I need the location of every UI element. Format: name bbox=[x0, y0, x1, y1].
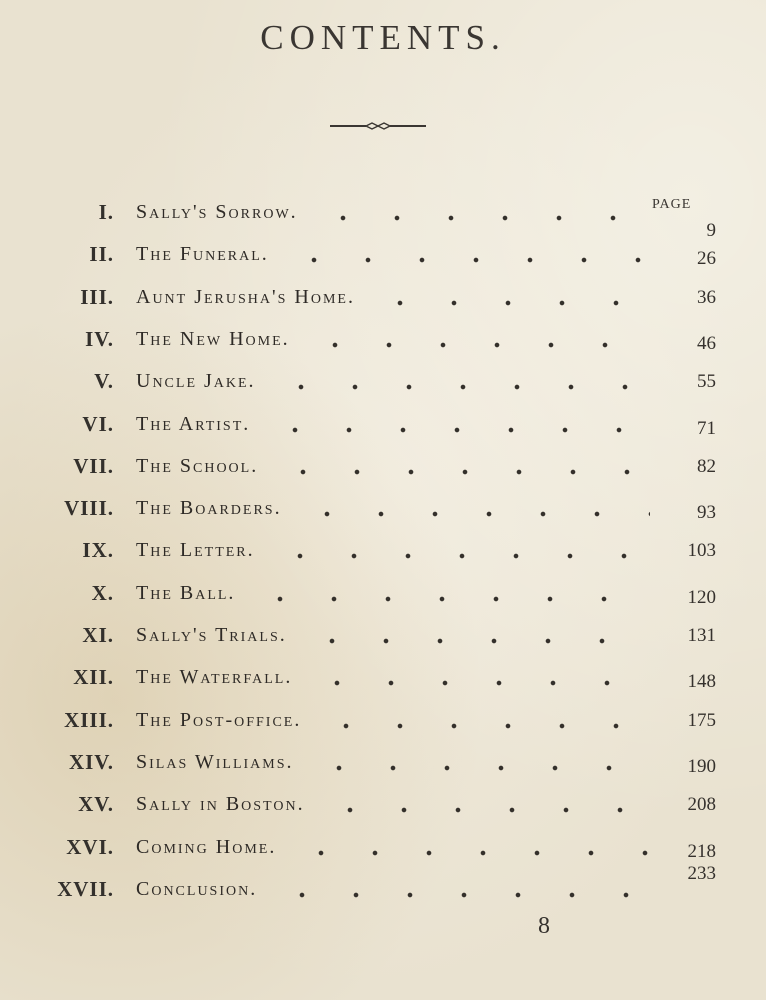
chapter-title: The Ball. bbox=[136, 581, 236, 604]
chapter-number: XVII. bbox=[57, 876, 114, 901]
toc-entry bbox=[0, 327, 766, 367]
chapter-number: VI. bbox=[82, 411, 114, 436]
dot-leader bbox=[273, 553, 650, 559]
dot-leader bbox=[287, 257, 650, 263]
chapter-title: The Funeral. bbox=[136, 243, 269, 266]
chapter-title: The Waterfall. bbox=[136, 666, 293, 689]
toc-entry bbox=[0, 623, 766, 663]
dot-leader bbox=[308, 342, 650, 348]
page-number: 82 bbox=[697, 455, 716, 477]
toc-entry bbox=[0, 665, 766, 705]
chapter-title: The Boarders. bbox=[136, 497, 282, 520]
chapter-title: Sally's Sorrow. bbox=[136, 201, 298, 223]
toc-entry bbox=[0, 496, 766, 536]
toc-entry bbox=[0, 412, 766, 452]
page-number: 175 bbox=[687, 709, 716, 731]
chapter-title: The Letter. bbox=[136, 539, 255, 562]
chapter-number: VII. bbox=[73, 453, 114, 478]
chapter-number: VIII. bbox=[64, 496, 114, 521]
dot-leader bbox=[373, 300, 650, 306]
chapter-number: XI. bbox=[82, 623, 114, 647]
chapter-number: XIII. bbox=[64, 707, 114, 732]
chapter-title: Coming Home. bbox=[136, 835, 277, 858]
page-number: 26 bbox=[697, 248, 716, 270]
folio-page-number: 8 bbox=[538, 913, 550, 939]
page-number: 103 bbox=[687, 540, 716, 562]
dot-leader bbox=[312, 765, 650, 771]
toc-entry bbox=[0, 369, 766, 409]
page-number: 131 bbox=[687, 625, 716, 646]
chapter-title: Conclusion. bbox=[136, 877, 258, 900]
dot-leader bbox=[276, 469, 650, 475]
page-column-label: PAGE bbox=[652, 197, 692, 212]
chapter-number: V. bbox=[94, 369, 114, 394]
chapter-title: Aunt Jerusha's Home. bbox=[136, 285, 355, 308]
toc-entry bbox=[0, 242, 766, 282]
chapter-number: IV. bbox=[85, 326, 114, 351]
dot-leader bbox=[275, 892, 650, 898]
chapter-number: IX. bbox=[82, 538, 114, 563]
dot-leader bbox=[294, 850, 650, 856]
chapter-title: The Post-office. bbox=[136, 708, 302, 731]
toc-entry bbox=[0, 750, 766, 790]
toc-entry bbox=[0, 835, 766, 875]
page-number: 190 bbox=[687, 755, 716, 777]
page-number: 148 bbox=[687, 671, 716, 693]
page-number: 46 bbox=[697, 332, 716, 354]
chapter-title: The New Home. bbox=[136, 327, 290, 350]
dot-leader bbox=[310, 680, 650, 686]
toc-entry bbox=[0, 792, 766, 832]
chapter-number: I. bbox=[98, 200, 114, 224]
chapter-number: X. bbox=[91, 580, 114, 605]
chapter-number: III. bbox=[80, 284, 114, 309]
page-number: 233 bbox=[687, 862, 716, 884]
page-number: 93 bbox=[697, 502, 716, 524]
dot-leader bbox=[300, 511, 650, 517]
toc-entry bbox=[0, 862, 766, 917]
dot-leader bbox=[319, 723, 650, 729]
page-number: 218 bbox=[687, 840, 716, 862]
toc-entry bbox=[0, 708, 766, 748]
toc-entry bbox=[0, 200, 766, 240]
chapter-title: Silas Williams. bbox=[136, 750, 294, 773]
chapter-title: The School. bbox=[136, 454, 259, 477]
page-number: 71 bbox=[697, 417, 716, 439]
dot-leader bbox=[323, 807, 650, 813]
page-number: 55 bbox=[697, 371, 716, 393]
chapter-number: XV. bbox=[78, 792, 114, 817]
page-number: 36 bbox=[697, 286, 716, 308]
chapter-number: XVI. bbox=[66, 834, 114, 859]
dot-leader bbox=[268, 427, 650, 433]
chapter-number: XII. bbox=[73, 665, 114, 690]
dot-leader bbox=[274, 384, 650, 390]
dot-leader bbox=[316, 215, 650, 221]
chapter-title: The Artist. bbox=[136, 412, 251, 435]
chapter-title: Uncle Jake. bbox=[136, 370, 256, 393]
page-number: 208 bbox=[687, 794, 716, 816]
toc-entry bbox=[0, 285, 766, 325]
chapter-title: Sally in Boston. bbox=[136, 793, 305, 816]
chapter-title: Sally's Trials. bbox=[136, 624, 287, 646]
chapter-number: XIV. bbox=[68, 749, 114, 774]
chapter-number: II. bbox=[89, 242, 114, 267]
ornament-divider bbox=[328, 118, 428, 134]
toc-entry bbox=[0, 538, 766, 578]
toc-entry bbox=[0, 454, 766, 494]
page-number: 9 bbox=[706, 220, 716, 241]
contents-heading: CONTENTS. bbox=[260, 18, 506, 57]
dot-leader bbox=[305, 638, 650, 644]
toc-entry bbox=[0, 581, 766, 621]
dot-leader bbox=[253, 596, 650, 602]
page-number: 120 bbox=[687, 586, 716, 608]
